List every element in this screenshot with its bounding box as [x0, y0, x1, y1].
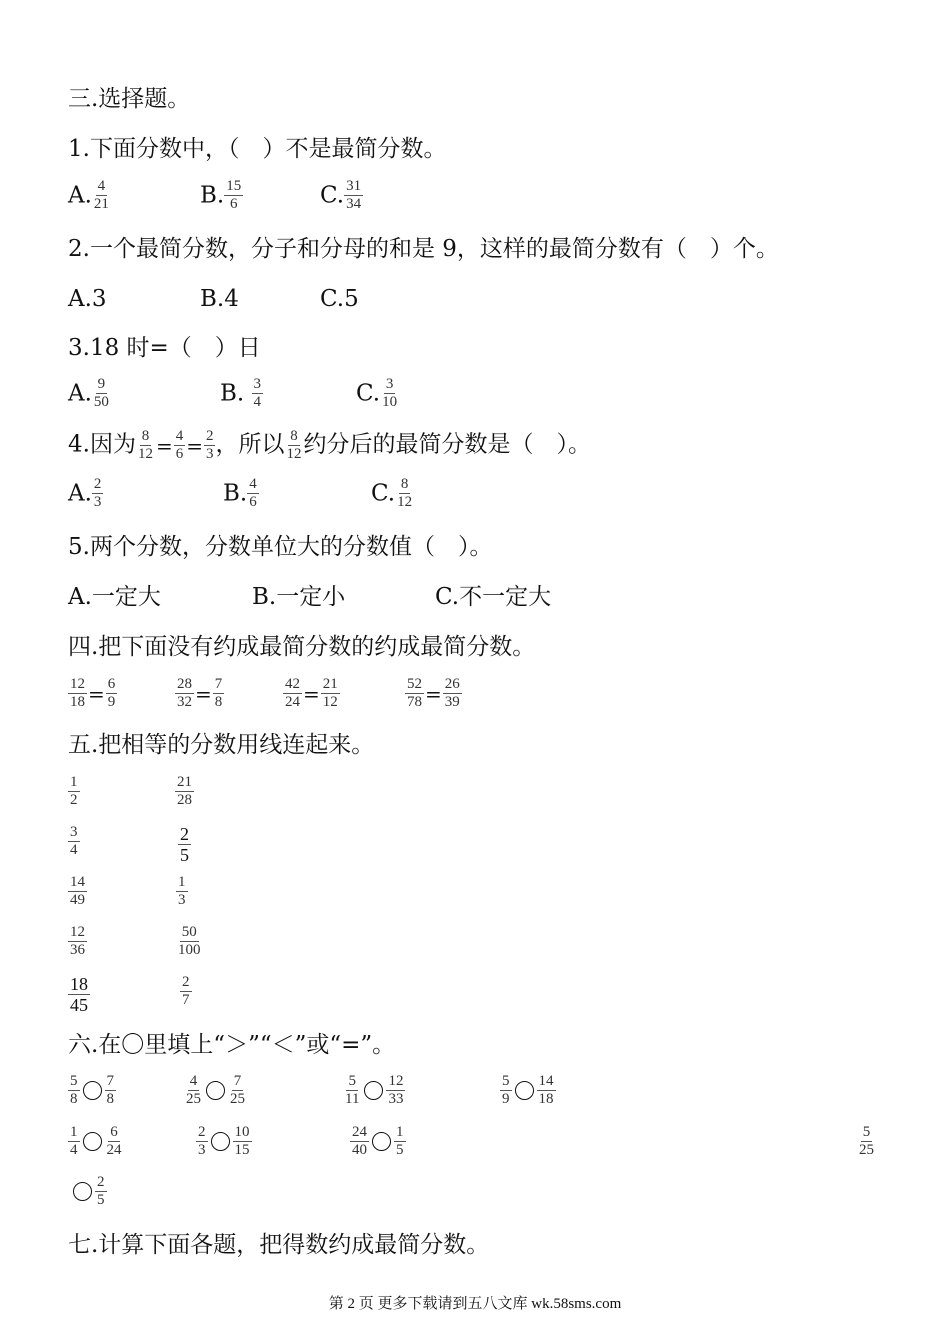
left-fraction: $\frac{1}{2}$ — [70, 774, 78, 808]
section5-title: 五.把相等的分数用线连起来。 — [68, 732, 375, 758]
option-a: A.3 — [68, 286, 107, 312]
compare-item: $\frac{4}{25}$ $\frac{7}{25}$ — [186, 1073, 245, 1107]
section7-title: 七.计算下面各题，把得数约成最简分数。 — [68, 1232, 490, 1258]
answer-circle[interactable] — [83, 1081, 102, 1100]
answer-circle[interactable] — [206, 1081, 225, 1100]
question4-text: 4.因为 $\frac{8}{12}$ = $\frac{4}{6}$ = $\frac{2}{3}$ ，所以 $\frac{8}{12}$ 约分后的最简分数是（ ）。 — [68, 428, 591, 462]
page-footer: 第 2 页 更多下载请到五八文库 wk.58sms.com — [328, 1296, 622, 1312]
answer-circle[interactable] — [83, 1132, 102, 1151]
option-c: C. $\frac{8}{12}$ — [371, 476, 413, 510]
option-c: C. $\frac{31}{34}$ — [320, 178, 362, 212]
option-b: B. $\frac{15}{6}$ — [200, 178, 242, 212]
right-fraction: $\frac{2}{7}$ — [182, 974, 190, 1008]
right-fraction: $\frac{50}{100}$ — [178, 924, 201, 958]
compare-item: $\frac{24}{40}$ $\frac{1}{5}$ — [352, 1124, 404, 1158]
option-b: B.一定小 — [252, 584, 346, 610]
answer-circle[interactable] — [372, 1132, 391, 1151]
compare-item-left-fraction: $\frac{5}{25}$ — [859, 1124, 874, 1158]
fraction: $\frac{8}{12}$ — [286, 428, 302, 462]
question1-text: 1.下面分数中，（ ）不是最简分数。 — [68, 136, 447, 162]
compare-item: $\frac{5}{11}$ $\frac{12}{33}$ — [345, 1073, 404, 1107]
option-c: C. $\frac{3}{10}$ — [356, 376, 398, 410]
right-fraction: $\frac{1}{3}$ — [178, 874, 186, 908]
reduce-item: $\frac{42}{24}$ = $\frac{21}{12}$ — [285, 676, 338, 710]
left-fraction: $\frac{14}{49}$ — [70, 874, 85, 908]
compare-item: $\frac{2}{3}$ $\frac{10}{15}$ — [198, 1124, 250, 1158]
compare-item-continued: $\frac{2}{5}$ — [70, 1174, 107, 1209]
option-a: A. $\frac{4}{21}$ — [68, 178, 109, 212]
compare-item: $\frac{5}{9}$ $\frac{14}{18}$ — [502, 1073, 554, 1107]
fraction: $\frac{4}{6}$ — [175, 428, 184, 462]
option-a: A. $\frac{9}{50}$ — [68, 376, 109, 410]
compare-item: $\frac{1}{4}$ $\frac{6}{24}$ — [70, 1124, 122, 1158]
right-fraction: $\frac{2}{5}$ — [180, 824, 189, 865]
option-b: B. $\frac{3}{4}$ — [220, 376, 262, 410]
option-b: B. $\frac{4}{6}$ — [223, 476, 257, 510]
section6-title: 六.在〇里填上“＞”“＜”或“=”。 — [68, 1032, 396, 1058]
answer-circle[interactable] — [364, 1081, 383, 1100]
answer-circle[interactable] — [515, 1081, 534, 1100]
left-fraction: $\frac{3}{4}$ — [70, 824, 78, 858]
section3-title: 三.选择题。 — [68, 86, 191, 112]
fraction: $\frac{8}{12}$ — [137, 428, 153, 462]
option-a: A. $\frac{2}{3}$ — [68, 476, 102, 510]
option-b: B.4 — [200, 286, 239, 312]
answer-circle[interactable] — [211, 1132, 230, 1151]
option-a: A.一定大 — [68, 584, 161, 610]
fraction: $\frac{2}{3}$ — [205, 428, 214, 462]
answer-circle[interactable] — [73, 1182, 92, 1201]
question2-text: 2.一个最简分数，分子和分母的和是 9，这样的最简分数有（ ）个。 — [68, 236, 779, 262]
compare-item: $\frac{5}{8}$ $\frac{7}{8}$ — [70, 1073, 114, 1107]
question3-text: 3.18 时=（ ）日 — [68, 335, 261, 361]
section4-title: 四.把下面没有约成最简分数的约成最简分数。 — [68, 634, 536, 660]
reduce-item: $\frac{28}{32}$ = $\frac{7}{8}$ — [177, 676, 223, 710]
left-fraction: $\frac{18}{45}$ — [70, 974, 88, 1015]
left-fraction: $\frac{12}{36}$ — [70, 924, 85, 958]
question5-text: 5.两个分数，分数单位大的分数值（ ）。 — [68, 534, 493, 560]
option-c: C.不一定大 — [435, 584, 552, 610]
reduce-item: $\frac{52}{78}$ = $\frac{26}{39}$ — [407, 676, 460, 710]
reduce-item: $\frac{12}{18}$ = $\frac{6}{9}$ — [70, 676, 116, 710]
option-c: C.5 — [320, 286, 359, 312]
right-fraction: $\frac{21}{28}$ — [177, 774, 192, 808]
